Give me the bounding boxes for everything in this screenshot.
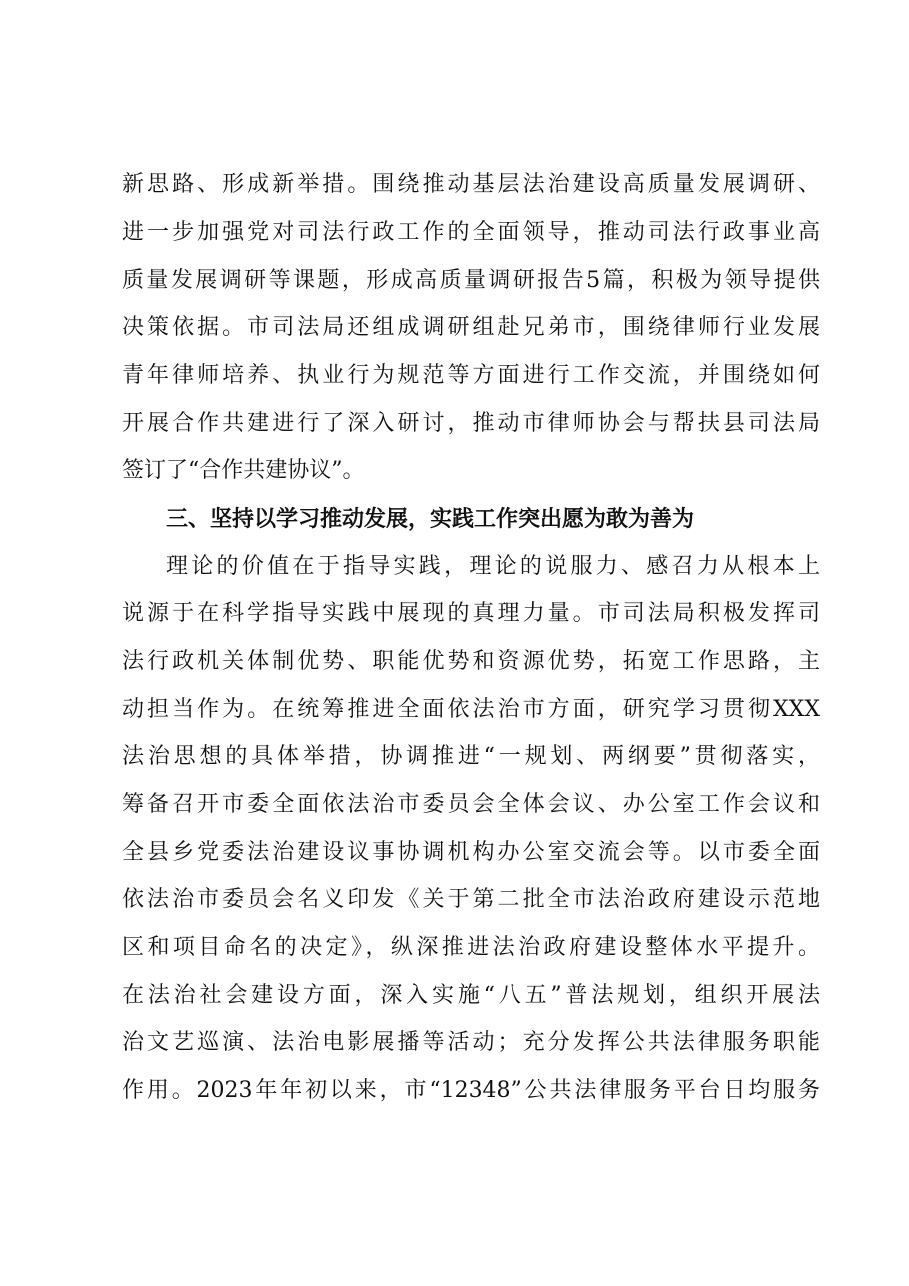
body-line: 全县乡党委法治建设议事协调机构办公室交流会等。以市委全面: [122, 840, 820, 865]
body-line: 依法治市委员会名义印发《关于第二批全市法治政府建设示范地: [122, 887, 820, 912]
body-line: 法行政机关体制优势、职能优势和资源优势，拓宽工作思路，主: [122, 649, 820, 674]
body-line: 开展合作共建进行了深入研讨，推动市律师协会与帮扶县司法局: [122, 411, 820, 436]
body-line: 青年律师培养、执业行为规范等方面进行工作交流，并围绕如何: [122, 363, 820, 388]
body-line: 质量发展调研等课题，形成高质量调研报告5篇，积极为领导提供: [122, 268, 820, 293]
body-line: 决策依据。市司法局还组成调研组赴兄弟市，围绕律师行业发展: [122, 315, 820, 340]
body-line: 筹备召开市委全面依法治市委员会全体会议、办公室工作会议和: [122, 792, 820, 817]
body-line: 法治思想的具体举措，协调推进“一规划、两纲要”贯彻落实，: [122, 744, 820, 769]
body-line: 签订了“合作共建协议”。: [122, 458, 365, 483]
body-line: 新思路、形成新举措。围绕推动基层法治建设高质量发展调研、: [122, 172, 820, 197]
body-line: 说源于在科学指导实践中展现的真理力量。市司法局积极发挥司: [122, 601, 820, 626]
body-line: 治文艺巡演、法治电影展播等活动；充分发挥公共法律服务职能: [122, 1030, 820, 1055]
paragraph-first-line: 理论的价值在于指导实践，理论的说服力、感召力从根本上: [166, 554, 820, 579]
body-line: 区和项目命名的决定》，纵深推进法治政府建设整体水平提升。: [122, 935, 820, 960]
body-line: 进一步加强党对司法行政工作的全面领导，推动司法行政事业高: [122, 220, 820, 245]
body-line: 在法治社会建设方面，深入实施“八五”普法规划，组织开展法: [122, 983, 820, 1008]
section-heading: 三、坚持以学习推动发展，实践工作突出愿为敢为善为: [166, 506, 695, 532]
body-line: 动担当作为。在统筹推进全面依法治市方面，研究学习贯彻XXX: [122, 697, 820, 722]
body-line: 作用。2023年年初以来，市“12348”公共法律服务平台日均服务: [122, 1078, 820, 1103]
